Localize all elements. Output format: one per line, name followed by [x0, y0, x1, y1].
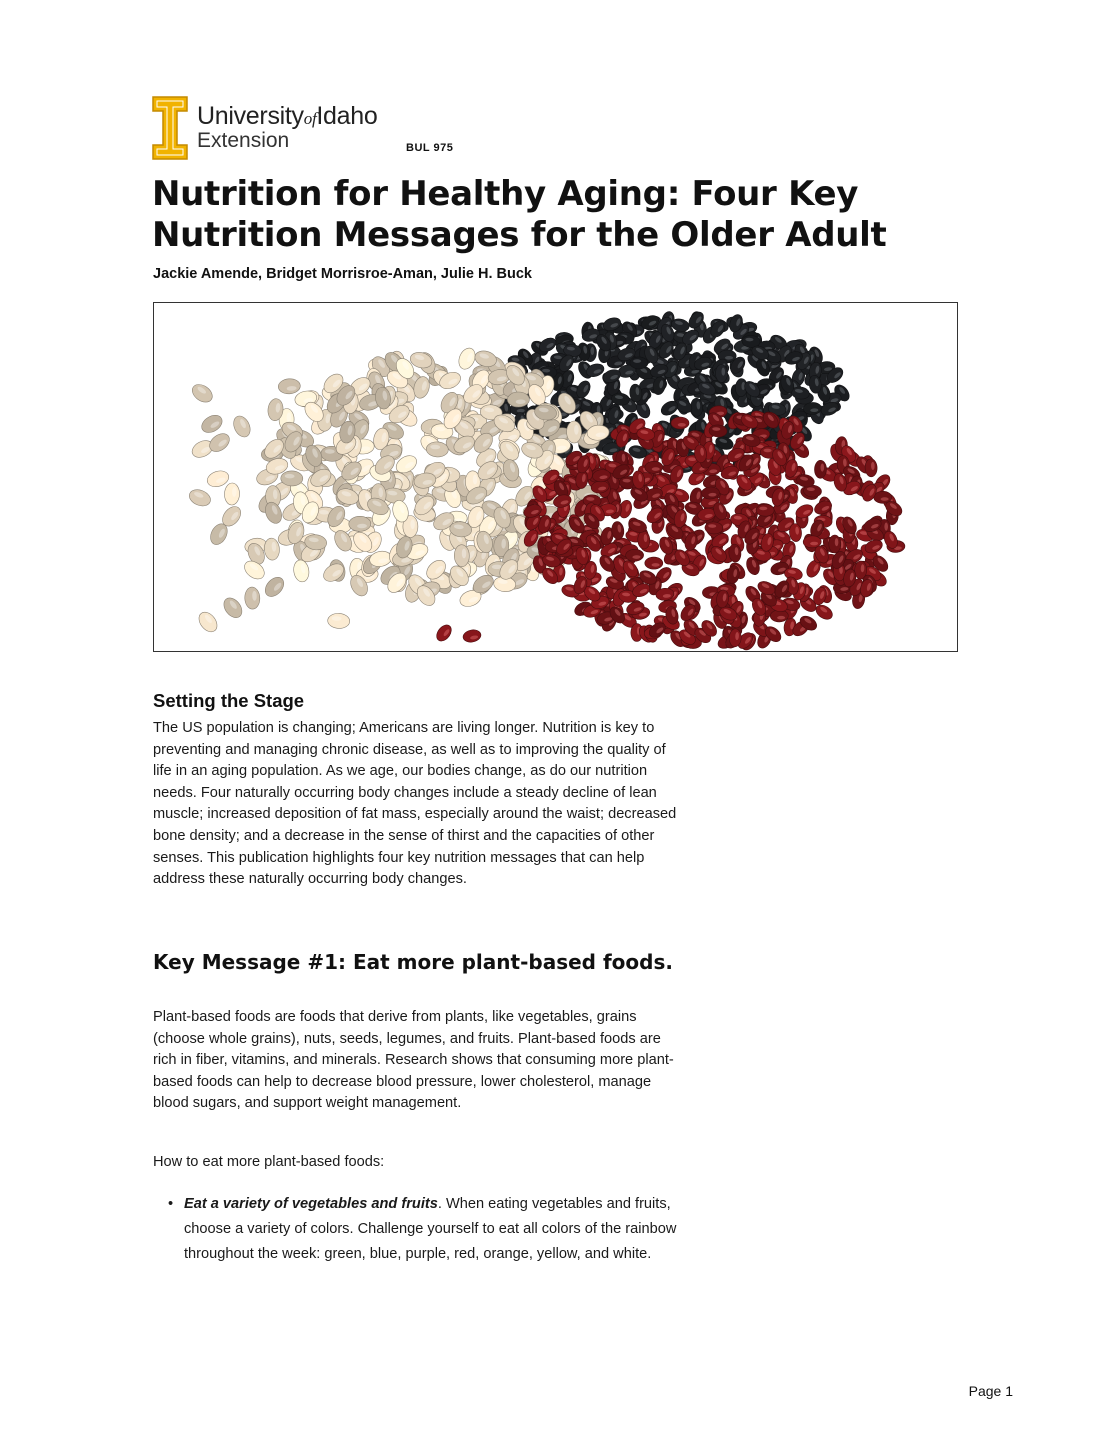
list-item: [153, 1192, 683, 1266]
university-logo: [152, 96, 472, 166]
tip-text: . When eating vegetables and fruits, choose a variety of colors. Challenge yourself to eat all colors of the rainbow throughout the week: green, blue, purple, red, orange, yellow, and white.: [184, 1196, 677, 1262]
logo-subtitle: Extension: [197, 129, 290, 152]
logo-wordmark: UniversityofIdaho: [197, 102, 378, 130]
tip-title: Eat a variety of vegetables and fruits: [184, 1196, 438, 1212]
section-heading-key-message-1: Key Message #1: Eat more plant-based foods.: [153, 950, 673, 974]
section-heading-setting-the-stage: Setting the Stage: [153, 690, 305, 711]
bullet-dot-icon: •: [168, 1196, 174, 1212]
hero-image-beans: [153, 302, 958, 652]
section-body-setting-the-stage: The US population is changing; Americans are living longer. Nutrition is key to preventing and managing chronic disease, as well as to improving the quality of life in an aging population. As we age, our bodies change, as do our nutrition needs. Four naturally occurring body changes include a steady decline of lean muscle; increased deposition of fat mass, especially around the waist; decreased bone density; and a decrease in the sense of thirst and the capacities of other senses. This publication highlights four key nutrition messages that can help address these naturally occurring body changes.: [153, 720, 677, 888]
tips-list: [153, 1192, 683, 1266]
how-to-intro: How to eat more plant-based foods:: [153, 1154, 385, 1170]
beans-illustration: [154, 303, 957, 651]
page-number: Page 1: [968, 1383, 1013, 1399]
section-body-key-message-1: Plant-based foods are foods that derive from plants, like vegetables, grains (choose whole grains), nuts, seeds, legumes, and fruits. Plant-based foods are rich in fiber, vitamins, and minerals. Research shows that consuming more plant-based foods can help to decrease blood pressure, lower cholesterol, manage blood sugars, and support weight management.: [153, 1009, 674, 1112]
university-block-i-icon: [152, 96, 188, 160]
bulletin-number: BUL 975: [406, 142, 454, 154]
page-title: Nutrition for Healthy Aging: Four Key Nutrition Messages for the Older Adult: [152, 174, 887, 255]
authors: Jackie Amende, Bridget Morrisroe-Aman, Julie H. Buck: [153, 266, 532, 282]
